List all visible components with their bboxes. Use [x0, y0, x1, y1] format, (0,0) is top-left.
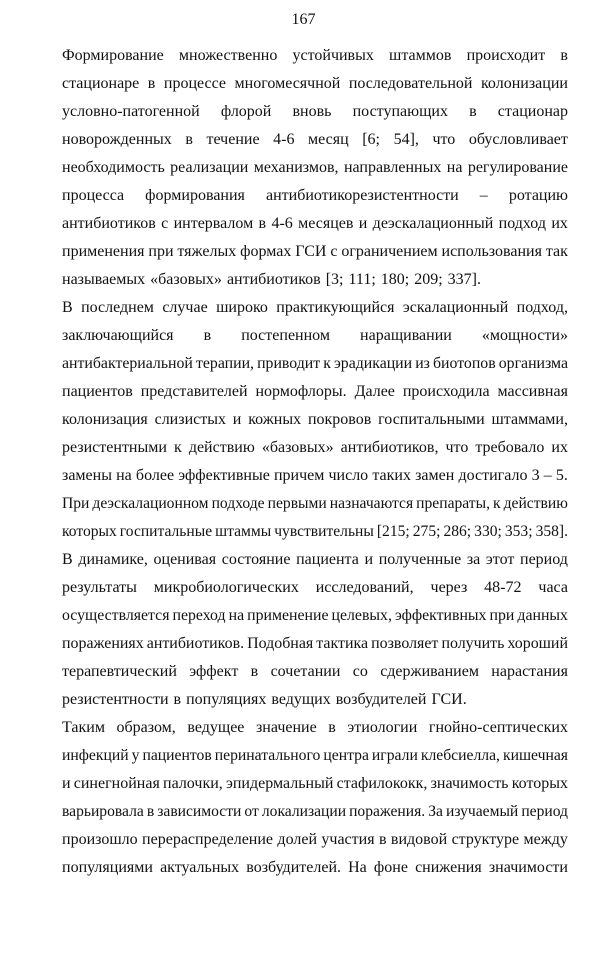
paragraph: [62, 714, 568, 882]
text-line: резистентными к действию «базовых» антибиотиков, что требовало их: [62, 439, 568, 456]
text-line: В динамике, оценивая состояние пациента и полученные за этот период: [62, 551, 568, 568]
text-line: условно-патогенной флорой вновь поступающих в стационар: [62, 103, 568, 120]
text-line: новорожденных в течение 4-6 месяц [6; 54], что обусловливает: [62, 131, 568, 148]
text-line: инфекций у пациентов перинатального центра играли клебсиелла, кишечная: [62, 747, 568, 764]
text-line: В последнем случае широко практикующийся эскалационный подход,: [62, 299, 568, 316]
text-line: необходимость реализации механизмов, направленных на регулирование: [62, 159, 568, 176]
text-line: применения при тяжелых формах ГСИ с ограничением использования так: [62, 243, 568, 260]
text-line: Таким образом, ведущее значение в этиологии гнойно-септических: [62, 719, 568, 736]
text-line: и синегнойная палочки, эпидермальный стафилококк, значимость которых: [62, 775, 568, 792]
text-line: При деэскалационном подходе первыми назначаются препараты, к действию: [62, 495, 568, 512]
paragraph: [62, 42, 568, 294]
text-line: осуществляется переход на применение целевых, эффективных при данных: [62, 607, 568, 624]
text-line: заключающийся в постепенном наращивании «мощности»: [62, 327, 568, 344]
text-line: антибактериальной терапии, приводит к эрадикации из биотопов организма: [62, 355, 568, 372]
document-body: [62, 42, 568, 882]
text-line: антибиотиков с интервалом в 4-6 месяцев и деэскалационный подход их: [62, 215, 568, 232]
text-line: варьировала в зависимости от локализации поражения. За изучаемый период: [62, 803, 568, 820]
text-line: стационаре в процессе многомесячной последовательной колонизации: [62, 75, 568, 92]
paragraph: [62, 294, 568, 714]
page-number: 167: [291, 11, 316, 28]
text-line: результаты микробиологических исследований, через 48-72 часа: [62, 579, 568, 596]
text-line: популяциями актуальных возбудителей. На фоне снижения значимости: [62, 859, 568, 876]
text-line: произошло перераспределение долей участия в видовой структуре между: [62, 831, 568, 848]
text-line: процесса формирования антибиотикорезистентности – ротацию: [62, 187, 568, 204]
text-line: терапевтический эффект в сочетании со сдерживанием нарастания: [62, 663, 568, 680]
text-line: Формирование множественно устойчивых штаммов происходит в: [62, 47, 568, 64]
text-line: поражениях антибиотиков. Подобная тактика позволяет получить хороший: [62, 635, 568, 652]
text-line: которых госпитальные штаммы чувствительны [215; 275; 286; 330; 353; 358].: [62, 523, 568, 540]
text-line: называемых «базовых» антибиотиков [3; 111; 180; 209; 337].: [62, 271, 481, 288]
text-line: пациентов представителей нормофлоры. Далее происходила массивная: [62, 383, 568, 400]
text-line: замены на более эффективные причем число таких замен достигало 3 – 5.: [62, 467, 568, 484]
text-line: колонизация слизистых и кожных покровов госпитальными штаммами,: [62, 411, 568, 428]
text-line: резистентности в популяциях ведущих возбудителей ГСИ.: [62, 691, 467, 708]
